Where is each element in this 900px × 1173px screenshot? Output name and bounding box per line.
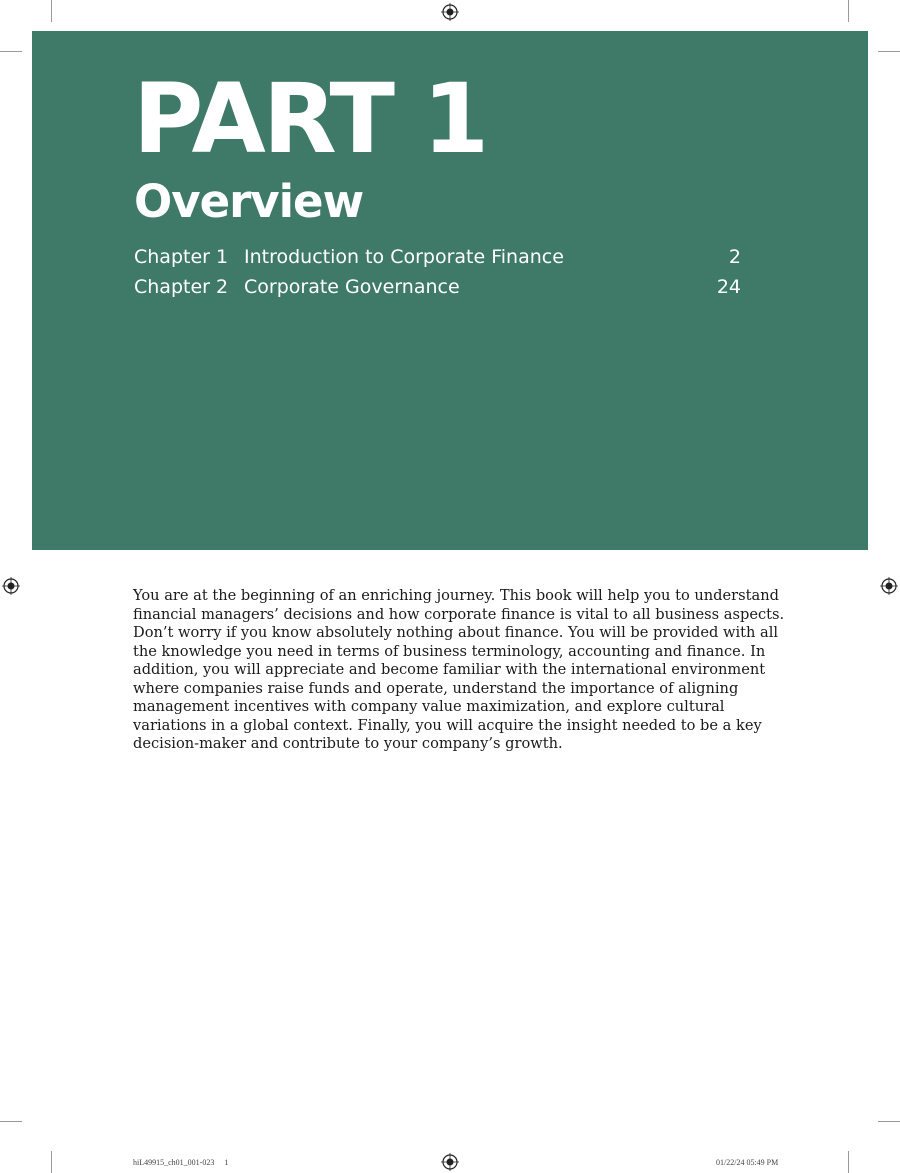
slug-file-name: hiL49915_ch01_001-023 — [133, 1158, 215, 1167]
registration-mark-icon — [2, 577, 20, 595]
part-subtitle: Overview — [134, 175, 364, 228]
crop-mark-left-bottom — [0, 1121, 22, 1122]
crop-mark-right-bottom — [878, 1121, 900, 1122]
crop-mark-bottom-left — [51, 1151, 52, 1173]
crop-mark-top-right — [848, 0, 849, 22]
toc-page-number: 24 — [716, 276, 741, 298]
table-of-contents — [134, 246, 741, 306]
slug-page-number: 1 — [224, 1158, 229, 1167]
crop-mark-left-top — [0, 51, 22, 52]
registration-mark-icon — [441, 1153, 459, 1171]
toc-entry-chapter-1[interactable] — [134, 246, 741, 276]
part-title: PART 1 — [133, 63, 487, 175]
registration-mark-icon — [441, 3, 459, 21]
toc-chapter-label: Chapter 2 — [134, 276, 229, 298]
toc-chapter-label: Chapter 1 — [134, 246, 229, 268]
crop-mark-bottom-right — [848, 1151, 849, 1173]
toc-chapter-title: Corporate Governance — [244, 276, 460, 298]
print-slug-timestamp: 01/22/24 05:49 PM — [716, 1158, 779, 1167]
crop-mark-right-top — [878, 51, 900, 52]
crop-mark-top-left — [51, 0, 52, 22]
toc-page-number: 2 — [728, 246, 741, 268]
intro-paragraph: You are at the beginning of an enriching journey. This book will help you to understand financial managers’ decisions and how corporate finance is vital to all business aspects. Don’t worry if you know absolutely nothing about finance. You will be provided with all the knowledge you need in terms of business terminology, accounting and finance. In addition, you will appreciate and become familiar with the international environment where companies raise funds and operate, understand the importance of aligning management incentives with company value maximization, and explore cultural variations in a global context. Finally, you will acquire the insight needed to be a key decision-maker and contribute to your company’s growth. — [133, 587, 785, 752]
registration-mark-icon — [880, 577, 898, 595]
print-slug-file — [133, 1158, 228, 1167]
part-header-panel — [32, 31, 868, 550]
toc-entry-chapter-2[interactable] — [134, 276, 741, 306]
toc-chapter-title: Introduction to Corporate Finance — [244, 246, 564, 268]
